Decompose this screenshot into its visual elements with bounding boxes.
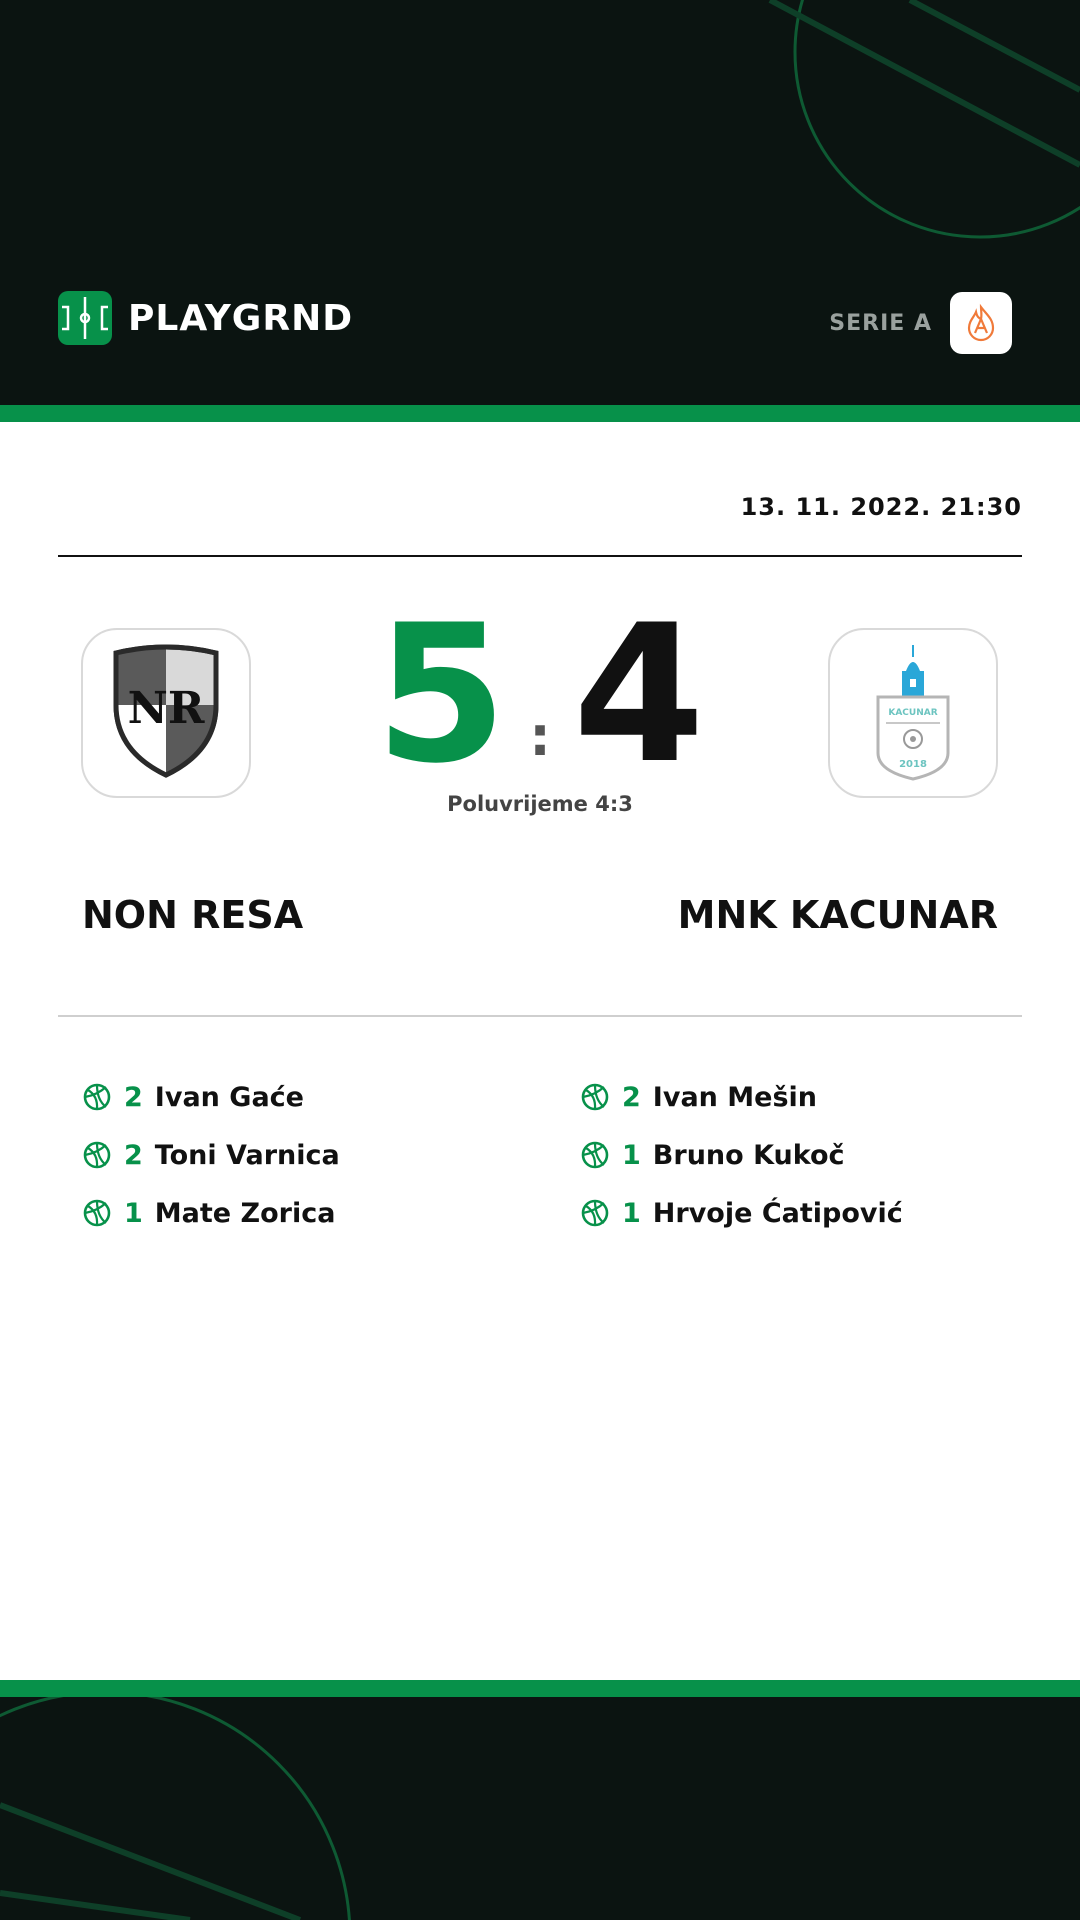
home-scorers-list [82, 1068, 340, 1242]
crest-club-name: KACUNAR [888, 708, 938, 718]
pitch-icon [58, 291, 112, 345]
divider [58, 1015, 1022, 1017]
player-name: Bruno Kukoč [652, 1139, 845, 1171]
match-datetime: 13. 11. 2022. 21:30 [740, 493, 1022, 521]
home-score: 5 [374, 584, 508, 805]
player-name: Ivan Gaće [154, 1081, 304, 1113]
pitch-lines-decoration [0, 1697, 1080, 1920]
ball-icon [82, 1140, 112, 1170]
ball-icon [580, 1082, 610, 1112]
goal-count: 1 [622, 1197, 641, 1229]
player-name: Hrvoje Ćatipović [652, 1197, 903, 1229]
crest-initials: NR [127, 683, 205, 734]
halftime-score: Poluvrijeme 4:3 [447, 792, 633, 816]
player-name: Ivan Mešin [652, 1081, 818, 1113]
home-team-name: NON RESA [82, 893, 304, 937]
header-accent-stripe [0, 405, 1080, 422]
ball-icon [82, 1082, 112, 1112]
tower-crest-icon [868, 643, 958, 783]
player-name: Mate Zorica [154, 1197, 336, 1229]
goal-count: 2 [124, 1139, 143, 1171]
away-score: 4 [572, 584, 705, 805]
league [829, 292, 1012, 354]
score-separator: : [529, 705, 551, 768]
goal-count: 2 [622, 1081, 641, 1113]
divider [58, 555, 1022, 557]
scorer-item [580, 1126, 903, 1184]
footer-band [0, 1697, 1080, 1920]
ball-icon [82, 1198, 112, 1228]
ball-icon [580, 1140, 610, 1170]
header-band [0, 0, 1080, 405]
league-badge [950, 292, 1012, 354]
goal-count: 1 [622, 1139, 641, 1171]
brand-name: PLAYGRND [128, 297, 354, 339]
scorer-item [82, 1126, 340, 1184]
away-team-name: MNK KACUNAR [677, 893, 998, 937]
footer-accent-stripe [0, 1680, 1080, 1697]
away-scorers-list [580, 1068, 903, 1242]
scorer-item [580, 1184, 903, 1242]
goal-count: 1 [124, 1197, 143, 1229]
away-team-crest [828, 628, 998, 798]
goal-count: 2 [124, 1081, 143, 1113]
flame-logo-icon [961, 303, 1001, 343]
league-name: SERIE A [829, 310, 932, 336]
ball-icon [580, 1198, 610, 1228]
scorer-item [580, 1068, 903, 1126]
crest-year: 2018 [899, 759, 927, 770]
player-name: Toni Varnica [154, 1139, 340, 1171]
scorer-item [82, 1184, 340, 1242]
brand [58, 291, 353, 345]
scorer-item [82, 1068, 340, 1126]
